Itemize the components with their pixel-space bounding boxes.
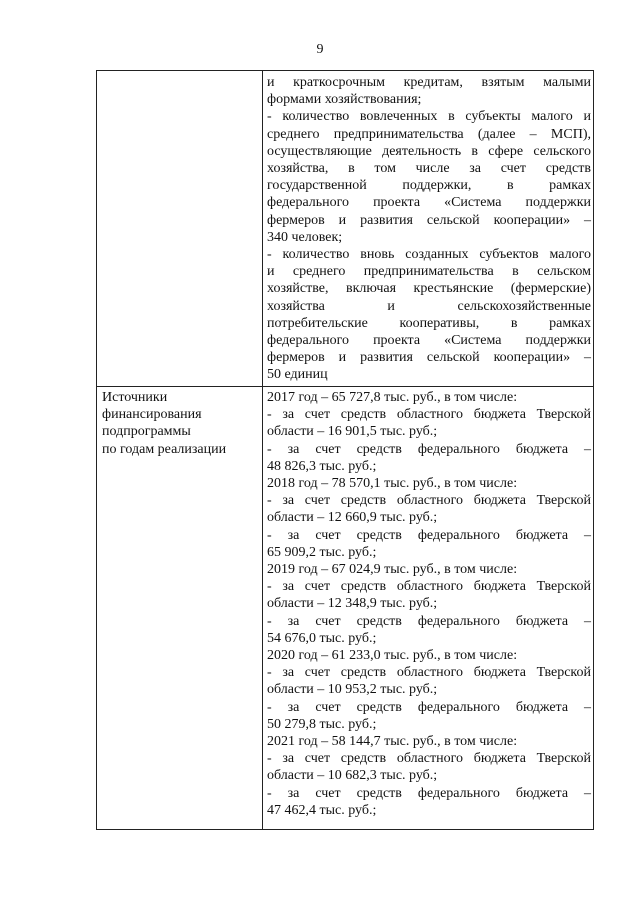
funding-line: области – 12 660,9 тыс. руб.;: [267, 510, 438, 526]
text-line: формами хозяйствования;: [267, 92, 422, 108]
funding-line: области – 12 348,9 тыс. руб.;: [267, 596, 438, 612]
funding-line: 47 462,4 тыс. руб.;: [267, 802, 377, 818]
text-line: и краткосрочным кредитам, взятым малыми: [267, 75, 591, 90]
funding-line: области – 10 682,3 тыс. руб.;: [267, 768, 438, 784]
text-line: 50 единиц: [267, 367, 328, 383]
subprogram-table: [96, 70, 594, 830]
funding-line: 65 909,2 тыс. руб.;: [267, 544, 377, 560]
text-line: фермеров и развития сельской кооперации» –: [267, 350, 591, 366]
column-divider: [262, 71, 263, 829]
funding-line: - за счет средств федерального бюджета –: [267, 785, 591, 801]
funding-line: области – 10 953,2 тыс. руб.;: [267, 682, 438, 698]
funding-line: 54 676,0 тыс. руб.;: [267, 630, 377, 646]
text-line: федерального проекта «Система поддержки: [267, 333, 591, 349]
text-line: государственной поддержки, в рамках: [267, 178, 591, 194]
funding-line: - за счет средств федерального бюджета –: [267, 527, 591, 543]
text-line: федерального проекта «Система поддержки: [267, 195, 591, 211]
row-divider: [97, 386, 593, 387]
funding-sources-label: [102, 389, 257, 458]
funding-line: - за счет средств федерального бюджета –: [267, 441, 591, 457]
funding-line: 50 279,8 тыс. руб.;: [267, 716, 377, 732]
text-line: хозяйстве, включая крестьянские (фермерские): [267, 281, 591, 297]
label-line: по годам реализации: [102, 441, 227, 457]
label-line: подпрограммы: [102, 424, 191, 440]
funding-line: 2020 год – 61 233,0 тыс. руб., в том числе:: [267, 648, 518, 664]
funding-line: - за счет средств областного бюджета Тверской: [267, 407, 591, 423]
funding-line: 2019 год – 67 024,9 тыс. руб., в том числе:: [267, 562, 518, 578]
text-line: среднего предпринимательства (далее – МСП),: [267, 126, 591, 142]
funding-line: - за счет средств федерального бюджета –: [267, 699, 591, 715]
label-line: Источники: [102, 390, 168, 405]
funding-line: - за счет средств областного бюджета Тверской: [267, 493, 591, 509]
funding-by-year-cell: [267, 389, 591, 819]
funding-line: 48 826,3 тыс. руб.;: [267, 458, 377, 474]
funding-line: 2017 год – 65 727,8 тыс. руб., в том числе:: [267, 390, 518, 405]
funding-line: - за счет средств областного бюджета Тверской: [267, 665, 591, 681]
text-line: - количество вновь созданных субъектов малого: [267, 247, 591, 263]
funding-line: - за счет средств областного бюджета Тверской: [267, 751, 591, 767]
page-number: 9: [316, 42, 324, 57]
text-line: хозяйства и сельскохозяйственные: [267, 298, 591, 314]
indicators-cell: [267, 74, 591, 384]
text-line: - количество вовлеченных в субъекты малого и: [267, 109, 591, 125]
text-line: фермеров и развития сельской кооперации» –: [267, 212, 591, 228]
funding-line: области – 16 901,5 тыс. руб.;: [267, 424, 438, 440]
label-line: финансирования: [102, 407, 202, 423]
text-line: и среднего предпринимательства в сельском: [267, 264, 591, 280]
text-line: потребительские кооперативы, в рамках: [267, 315, 591, 331]
funding-line: 2018 год – 78 570,1 тыс. руб., в том числе:: [267, 476, 518, 492]
funding-line: - за счет средств федерального бюджета –: [267, 613, 591, 629]
text-line: 340 человек;: [267, 229, 343, 245]
funding-line: - за счет средств областного бюджета Тверской: [267, 579, 591, 595]
funding-line: 2021 год – 58 144,7 тыс. руб., в том числе:: [267, 734, 518, 750]
text-line: хозяйства, в том числе за счет средств: [267, 161, 591, 177]
text-line: осуществляющие деятельность в сфере сельского: [267, 143, 591, 159]
